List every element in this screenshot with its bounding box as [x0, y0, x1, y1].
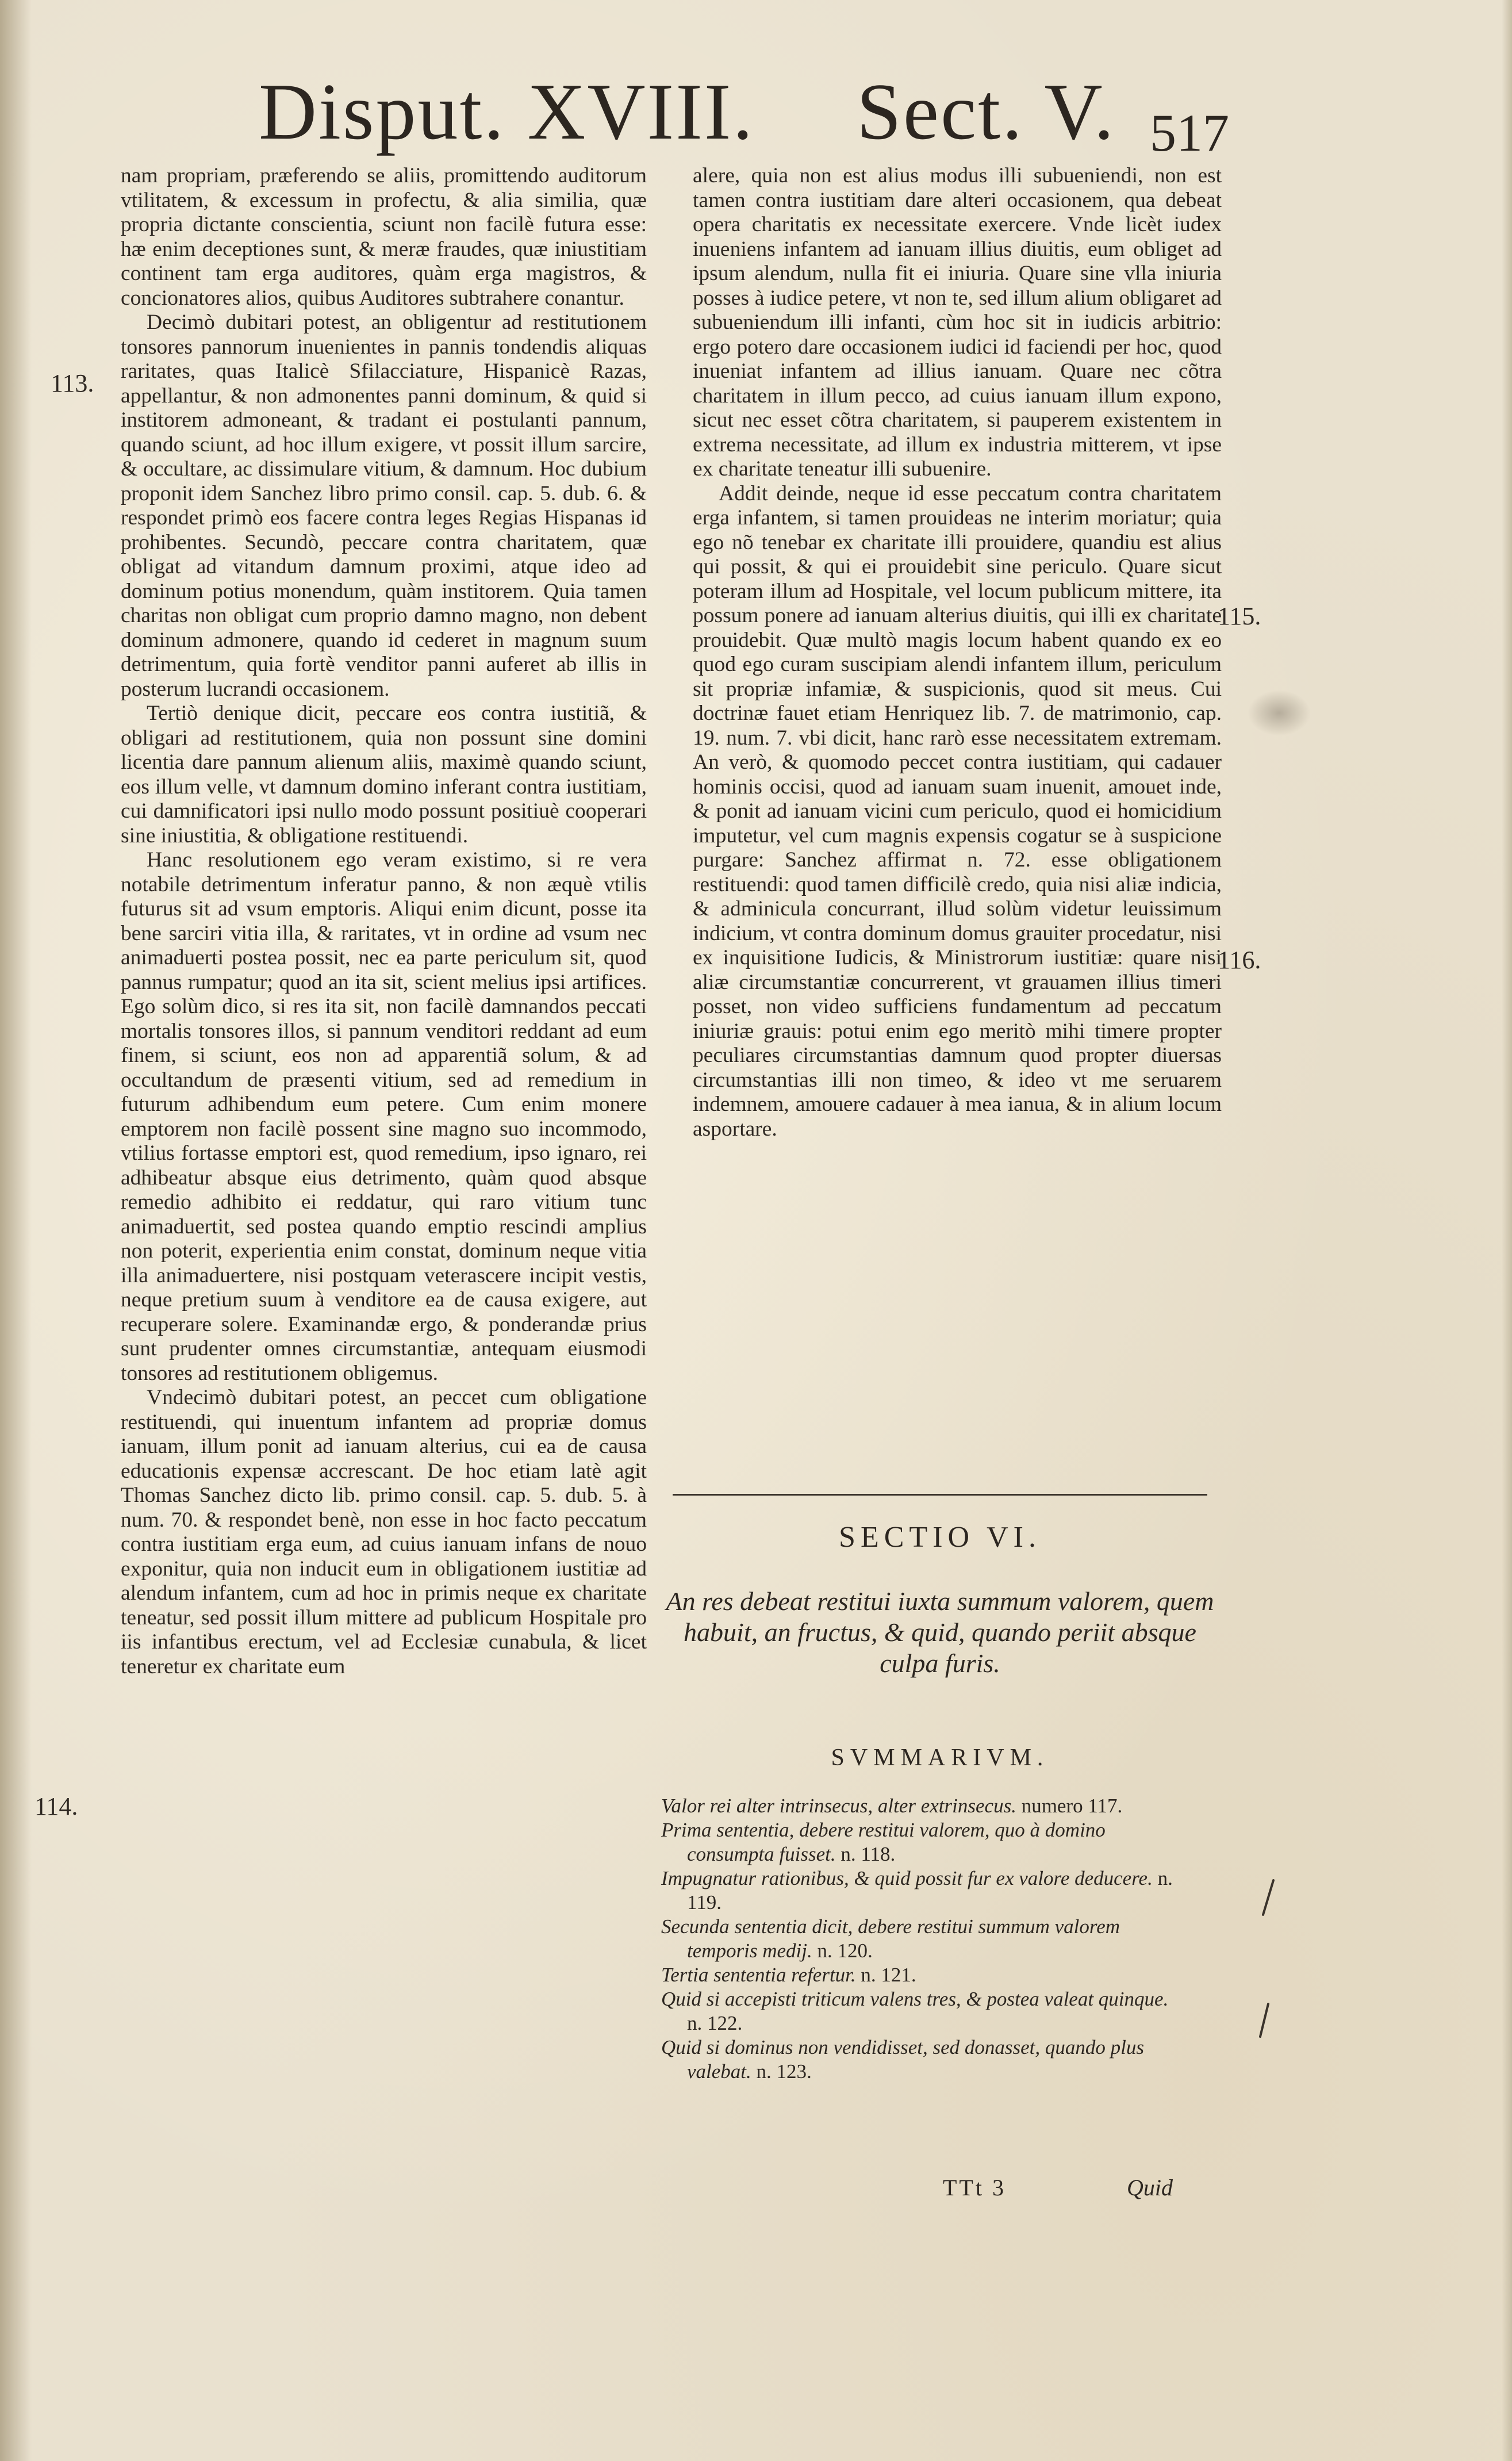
summary-item-ref: n. 121.: [861, 1964, 916, 1986]
summary-list: [661, 1794, 1184, 2084]
left-paragraph: nam propriam, præferendo se aliis, promittendo auditorum vtilitatem, & excessum in profectu, & alia similia, quæ propria dictante conscientia, sciunt non facilè futura esse: hæ enim deceptiones sunt, & meræ fraudes, quæ iniustitiam continent tam erga auditores, quàm erga magistros, & concionatores alios, quibus Auditores subtrahere conantur.: [121, 164, 647, 310]
summary-item-text: Impugnatur rationibus, & quid possit fur ex valore deducere.: [661, 1867, 1153, 1889]
ink-stain: [1248, 690, 1311, 736]
section-heading: SECTIO VI.: [839, 1521, 1041, 1554]
summary-item-text: Prima sententia, debere restitui valorem, quo à domino consumpta fuisset.: [661, 1819, 1106, 1865]
handwritten-mark: [1256, 1877, 1279, 1918]
signature-mark: TTt 3: [943, 2175, 1006, 2201]
left-paragraph: Vndecimò dubitari potest, an peccet cum obligatione restituendi, qui inuentum infantem ad propriæ domus ianuam, illum ponit ad ianuam alterius, cui ea de causa educationis expensæ accrescant. De hoc etiam latè agit Thomas Sanchez dicto lib. primo consil. cap. 5. dub. 5. à num. 70. & respondet benè, non esse in hoc facto peccatum contra iustitiam erga eum, ad cuius ianuam infans de nouo exponitur, quia non inducit eum in obligationem iustitiæ ad alendum infantem, cum ad hoc in primis neque ex charitate teneatur, sed possit illum mittere ad publicum Hospitale pro iis infantibus erectum, vel ad Ecclesiæ cunabula, & licet teneretur ex charitate eum: [121, 1386, 647, 1678]
running-head-left: Disput. XVIII.: [259, 67, 755, 156]
left-paragraph: Decimò dubitari potest, an obligentur ad restitutionem tonsores pannorum inuenientes in pannis tondendis aliquas raritates, quas Italicè Sfilacciature, Hispanicè Razas, appellantur, & non admonentes panni dominum, & quid si institorem admoneant, & tradant ei postulanti pannum, quando sciunt, ad hoc illum exigere, vt possit illum sarcire, & occultare, ac dissimulare vitium, & damnum. Hoc dubium proponit idem Sanchez libro primo consil. cap. 5. dub. 6. & respondet primò eos facere contra leges Regias Hispanas id prohibentes. Secundò, peccare contra charitatem, quæ obligat ad vitandum damnum proximi, atque ideo ad dominum potius monendum, quàm institorem. Quia tamen charitas non obligat cum proprio damno magno, non debent dominum admonere, quando id cederet in magnum suum detrimentum, quia fortè venditor panni auferet ab illis in posterum lucrandi occasionem.: [121, 310, 647, 701]
summary-item-ref: n. 120.: [817, 1939, 873, 1962]
section-title: An res debeat restitui iuxta summum valorem, quem habuit, an fructus, & quid, quando periit absque culpa furis.: [666, 1586, 1214, 1678]
margin-number-115: 115.: [1218, 602, 1261, 630]
page-edge-shadow: [1502, 0, 1512, 2461]
left-paragraph: Tertiò denique dicit, peccare eos contra iustitiã, & obligari ad restitutionem, quia non possunt sine domini licentia dare pannum alienum aliis, maximè quando sciunt, eos illum velle, vt damnum domino inferant contra iustitiam, cui damnificatori ipsi nullo modo possunt positiuè cooperari sine iniustitia, & obligatione restituendi.: [121, 702, 647, 848]
margin-number-113: 113.: [51, 369, 94, 397]
left-paragraph: Hanc resolutionem ego veram existimo, si re vera notabile detrimentum inferatur panno, & non æquè vtilis futurus sit ad vsum emptoris. Aliqui enim dicunt, posse ita bene sarciri vitia illa, & raritates, vt in ordine ad vsum nec animaduerti postea possit, nec ea parte periculum sit, quod pannus rumpatur; quod an ita sit, scient melius ipsi artifices. Ego solùm dico, si res ita sit, non facilè damnandos peccati mortalis tonsores illos, si pannum venditori reddant ad eum finem, si sciunt, eos non ad apparentiã solum, & ad occultandum de præsenti vitium, sed ad remedium in futurum adhibendum eum petere. Cum enim monere emptorem non facilè possent sine magno suo incommodo, vtilius fortasse emptori est, quod remedium, ipso ignaro, rei adhibeatur absque eius detrimento, quàm quod absque remedio adhibito ei reddatur, qui raro vitium tunc animaduertit, sed postea quando emptio rescindi amplius non poterit, experientia enim constat, dominum neque vitia illa animaduertere, nisi postquam veterascere incipit vestis, neque pretium suum à venditore ea de causa exigere, aut recuperare solere. Examinandæ ergo, & ponderandæ prius sunt prudenter omnes circumstantiæ, antequam eiusmodi tonsores ad restitutionem obligemus.: [121, 848, 647, 1385]
summary-heading: SVMMARIVM.: [831, 1745, 1049, 1771]
summary-item-ref: n. 123.: [756, 2060, 812, 2083]
running-head-right: Sect. V.: [857, 67, 1116, 156]
page-number: 517: [1150, 103, 1229, 162]
summary-item: [661, 1915, 1184, 1963]
binding-shadow: [0, 0, 32, 2461]
margin-number-116: 116.: [1218, 946, 1261, 974]
right-paragraph: Addit deinde, neque id esse peccatum contra charitatem erga infantem, si tamen prouideas ne interim moriatur; quia ego nõ tenebar ex charitate illi prouidere, quandiu est alius qui possit, & qui ei prouidebit sine periculo. Quare sicut poteram illum ad Hospitale, vel locum publicum mittere, ita possum ponere ad ianuam alterius diuitis, qui illi ex charitate prouidebit. Quæ multò magis locum habent quando ex eo quod ego curam suscipiam alendi infantem illum, periculum sit propriæ infamiæ, & suspicionis, quod sit meus. Cui doctrinæ fauet etiam Henriquez lib. 7. de matrimonio, cap. 19. num. 7. vbi dicit, hanc rarò esse necessitatem extremam. An verò, & quomodo peccet contra iustitiam, qui cadauer hominis occisi, quod ad ianuam suam inuenit, amouet inde, & ponit ad ianuam vicini cum periculo, quod ei homicidium imputetur, vel cum magnis expensis cogatur se à suspicione purgare: Sanchez affirmat n. 72. esse obligationem restituendi: quod tamen difficilè credo, quia nisi aliæ indicia, & adminicula concurrant, illud solùm videtur leuissimum indicium, vt contra dominum domus grauiter procedatur, nisi ex inquisitione Iudicis, & Ministrorum iustitiæ: quare nisi aliæ circumstantiæ concurrerent, vt grauamen illius timeri posset, non video sufficiens fundamentum ad peccatum iniuriæ grauis: potui enim ego meritò mihi timere propter peculiares circumstantias damnum quod propter diuersas circumstantias illi non timeo, & ideo vt me seruarem indemnem, amouere cadauer à mea ianua, & in alium locum asportare.: [693, 481, 1222, 1141]
handwritten-mark: [1252, 2001, 1275, 2041]
summary-item: [661, 1866, 1184, 1915]
summary-item-text: Secunda sententia dicit, debere restitui summum valorem temporis medij.: [661, 1915, 1120, 1962]
right-text-column: [693, 164, 1222, 1141]
summary-item-ref: n. 122.: [687, 2012, 743, 2034]
summary-item-text: Tertia sententia refertur.: [661, 1964, 856, 1986]
summary-item: [661, 1794, 1184, 1818]
summary-item-text: Quid si accepisti triticum valens tres, & postea valeat quinque.: [661, 1988, 1169, 2010]
catchword: Quid: [1127, 2175, 1173, 2201]
summary-item-text: Valor rei alter intrinsecus, alter extrinsecus.: [661, 1795, 1016, 1817]
summary-item: [661, 2035, 1184, 2084]
summary-item-ref: n. 119.: [687, 1867, 1173, 1914]
right-paragraph: alere, quia non est alius modus illi subueniendi, non est tamen contra iustitiam dare alteri occasionem, qua debeat opera charitatis ex necessitate exercere. Vnde licèt iudex inueniens infantem ad ianuam illius diuitis, eum obliget ad ipsum alendum, nulla fit ei iniuria. Quare sine vlla iniuria posses à iudice petere, vt non te, sed illum alium obligaret ad subueniendum illi infanti, cùm hoc sit in iudicis arbitrio: ergo potero dare occasionem iudici id faciendi per hoc, quod inueniat infantem ad illius ianuam. Quare nec cõtra charitatem in illum pecco, ad cuius ianuam illum expono, sicut nec esset cõtra charitatem, si pauperem existentem in extrema necessitate, ad illum ex industria mitterem, vt ipse ex charitate teneatur illi subuenire.: [693, 164, 1222, 481]
summary-item-text: Quid si dominus non vendidisset, sed donasset, quando plus valebat.: [661, 2036, 1144, 2083]
summary-item: [661, 1987, 1184, 2035]
summary-item: [661, 1818, 1184, 1866]
section-divider-rule: [673, 1494, 1207, 1496]
summary-item: [661, 1963, 1184, 1987]
summary-item-ref: n. 118.: [841, 1843, 896, 1865]
running-header: [0, 60, 1512, 170]
margin-number-114: 114.: [34, 1792, 78, 1820]
summary-item-ref: numero 117.: [1021, 1795, 1123, 1817]
left-text-column: [121, 164, 647, 1679]
